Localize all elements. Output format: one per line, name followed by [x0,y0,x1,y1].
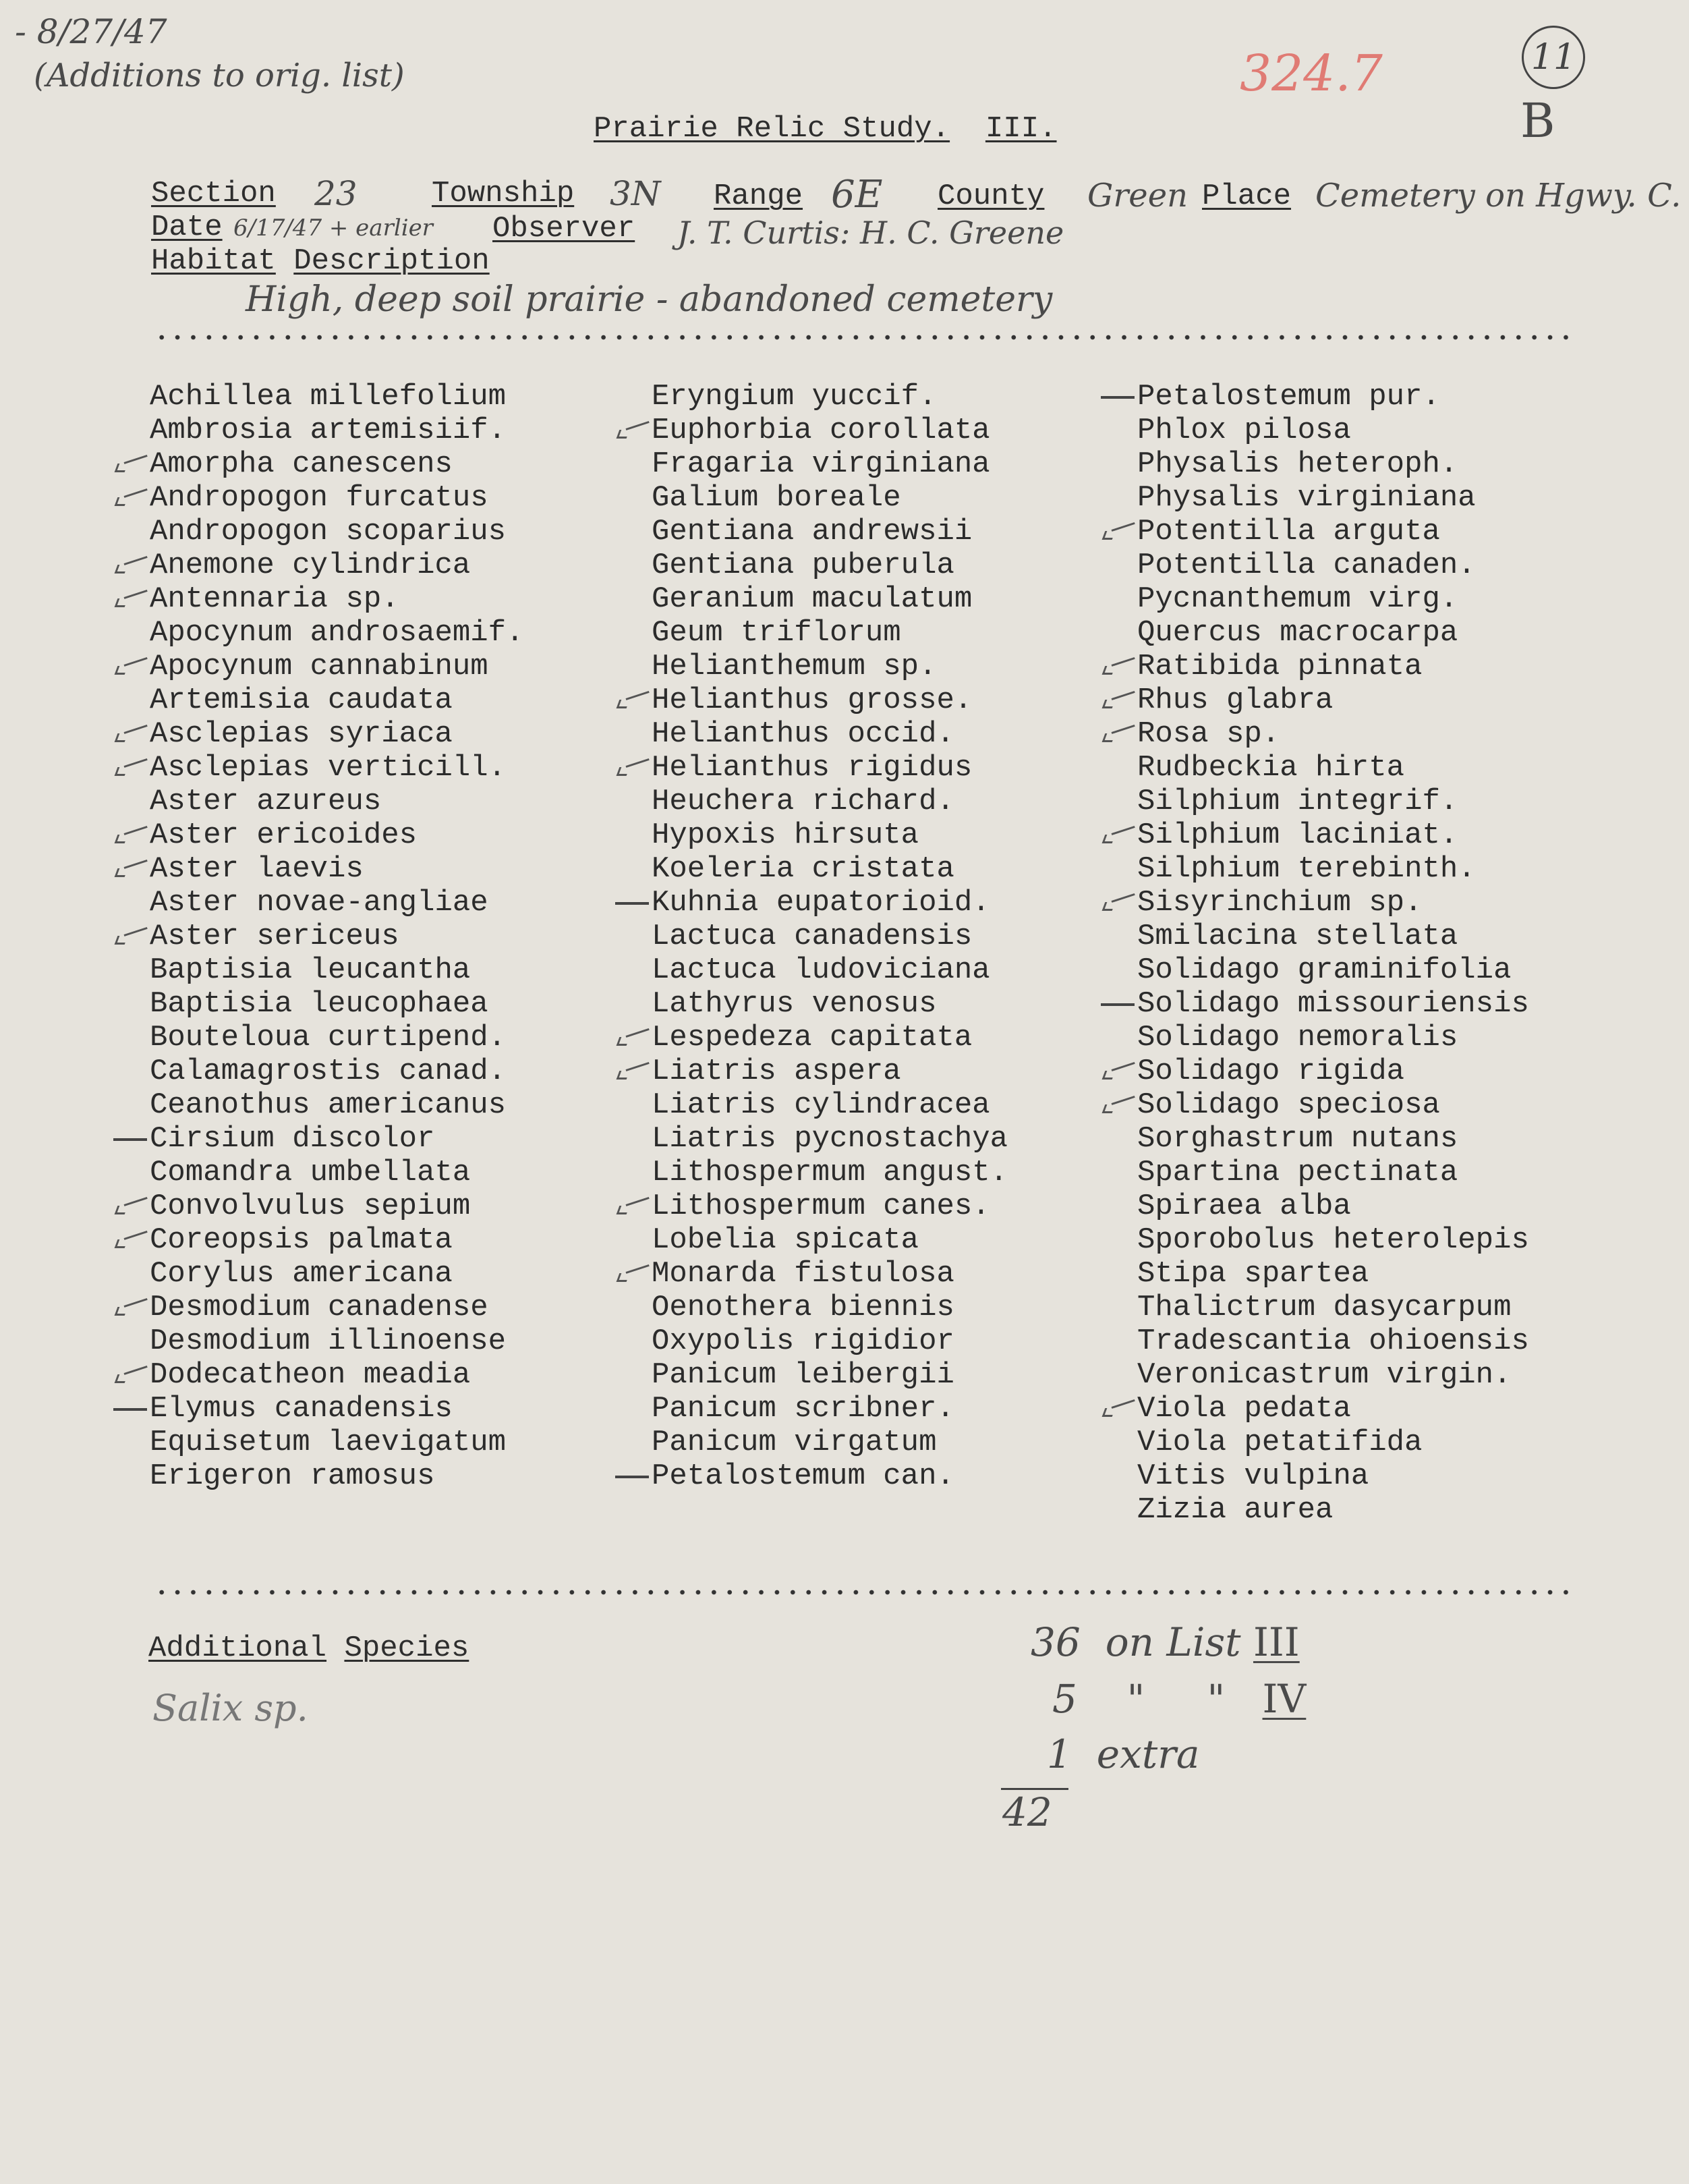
species-row [150,717,635,751]
species-name: Lactuca canadensis [652,920,973,953]
tally-line1-count: 36 [1031,1619,1081,1665]
species-name: Baptisia leucantha [150,953,471,987]
check-mark-icon [1098,1055,1136,1088]
species-row [150,1324,635,1358]
species-row [150,1122,635,1156]
species-row [1137,818,1623,852]
check-mark-icon [612,1055,650,1088]
check-mark-icon [612,751,650,785]
species-name: Solidago rigida [1137,1055,1405,1088]
species-row [150,1392,635,1426]
species-row [150,616,635,650]
species-column-3 [1137,380,1623,1527]
species-name: Sorghastrum nutans [1137,1122,1458,1156]
species-row [150,751,635,785]
species-name: Corylus americana [150,1257,453,1291]
species-row [1137,717,1623,751]
species-name: Eryngium yuccif. [652,380,937,414]
species-name: Viola pedata [1137,1392,1351,1426]
species-name: Veronicastrum virgin. [1137,1358,1512,1392]
species-row [1137,1055,1623,1088]
species-row [652,886,1137,920]
range-label: Range [714,179,803,213]
species-row [1137,1189,1623,1223]
dash-mark-icon [1098,380,1136,414]
species-name: Rhus glabra [1137,683,1334,717]
species-name: Potentilla canaden. [1137,549,1476,582]
species-name: Ambrosia artemisiif. [150,414,507,447]
check-mark-icon [612,1257,650,1291]
species-row [150,1291,635,1324]
species-column-1 [150,380,635,1493]
species-name: Andropogon scoparius [150,515,507,549]
check-mark-icon [612,414,650,447]
dash-mark-icon [612,886,650,920]
species-row [150,1426,635,1459]
species-row [1137,751,1623,785]
species-name: Spiraea alba [1137,1189,1351,1223]
species-name: Lathyrus venosus [652,987,937,1021]
species-name: Geranium maculatum [652,582,973,616]
species-name: Spartina pectinata [1137,1156,1458,1189]
species-row [1137,1392,1623,1426]
species-row [150,1459,635,1493]
species-row [150,549,635,582]
check-mark-icon [111,717,148,751]
township-value: 3N [610,174,661,213]
date-label: Date [151,211,223,244]
species-row [652,683,1137,717]
species-name: Aster novae-angliae [150,886,488,920]
species-name: Solidago missouriensis [1137,987,1529,1021]
species-name: Galium boreale [652,481,901,515]
species-name: Gentiana puberula [652,549,954,582]
species-row [150,1189,635,1223]
species-name: Petalostemum can. [652,1459,954,1493]
species-name: Viola petatifida [1137,1426,1423,1459]
species-name: Sporobolus heterolepis [1137,1223,1529,1257]
species-name: Antennaria sp. [150,582,399,616]
species-row [652,1055,1137,1088]
top-dotted-rule [154,335,1577,340]
species-row [652,380,1137,414]
section-value: 23 [314,174,357,213]
species-row [652,852,1137,886]
species-name: Lobelia spicata [652,1223,919,1257]
species-name: Dodecatheon meadia [150,1358,471,1392]
additions-note: (Additions to orig. list) [34,57,405,94]
species-name: Liatris cylindracea [652,1088,990,1122]
species-row [652,1021,1137,1055]
species-name: Oenothera biennis [652,1291,954,1324]
species-row [652,785,1137,818]
tally-total: 42 [1002,1789,1052,1835]
circled-number: 11 [1522,26,1585,89]
habitat-value: High, deep soil prairie - abandoned cemetery [246,279,1053,320]
check-mark-icon [1098,515,1136,549]
bottom-dotted-rule [154,1590,1577,1595]
dash-mark-icon [111,1392,148,1426]
species-row [652,953,1137,987]
species-row [1137,1122,1623,1156]
check-mark-icon [1098,717,1136,751]
species-row [1137,1459,1623,1493]
species-name: Heuchera richard. [652,785,954,818]
species-row [652,751,1137,785]
dash-mark-icon [1098,987,1136,1021]
species-row [652,616,1137,650]
date-note: - 8/27/47 [15,12,167,51]
species-row [150,1021,635,1055]
county-label: County [938,179,1045,213]
dash-mark-icon [612,1459,650,1493]
species-name: Coreopsis palmata [150,1223,453,1257]
species-name: Thalictrum dasycarpum [1137,1291,1512,1324]
species-row [150,447,635,481]
species-name: Calamagrostis canad. [150,1055,507,1088]
tally-line1-list: III [1253,1619,1300,1665]
species-name: Hypoxis hirsuta [652,818,919,852]
species-name: Desmodium illinoense [150,1324,507,1358]
check-mark-icon [1098,1392,1136,1426]
additional-species-label [148,1631,469,1665]
species-row [150,414,635,447]
habitat-description-label [151,244,490,278]
species-name: Amorpha canescens [150,447,453,481]
species-name: Vitis vulpina [1137,1459,1369,1493]
check-mark-icon [111,447,148,481]
species-name: Panicum virgatum [652,1426,937,1459]
habitat-label: Habitat [151,244,276,278]
species-name: Helianthus occid. [652,717,954,751]
species-name: Elymus canadensis [150,1392,453,1426]
species-name: Apocynum androsaemif. [150,616,524,650]
species-row [652,987,1137,1021]
species-row [150,852,635,886]
species-row [652,1358,1137,1392]
species-row [1137,1223,1623,1257]
species-row [1137,920,1623,953]
species-row [1137,582,1623,616]
check-mark-icon [111,920,148,953]
page-title [594,112,1057,146]
species-row [652,582,1137,616]
tally-line3-text: extra [1096,1731,1200,1777]
species-row [1137,1493,1623,1527]
check-mark-icon [1098,818,1136,852]
check-mark-icon [111,1223,148,1257]
species-name: Lithospermum canes. [652,1189,990,1223]
species-row [150,818,635,852]
species-row [150,582,635,616]
species-name: Solidago speciosa [1137,1088,1440,1122]
species-row [1137,1257,1623,1291]
species-name: Smilacina stellata [1137,920,1458,953]
species-row [150,1055,635,1088]
species-row [652,1189,1137,1223]
species-name: Phlox pilosa [1137,414,1351,447]
species-name: Tradescantia ohioensis [1137,1324,1529,1358]
species-row [1137,987,1623,1021]
species-name: Oxypolis rigidior [652,1324,954,1358]
species-row [1137,953,1623,987]
species-name: Achillea millefolium [150,380,507,414]
species-name: Convolvulus sepium [150,1189,471,1223]
species-row [1137,481,1623,515]
species-row [1137,414,1623,447]
species-name: Solidago graminifolia [1137,953,1512,987]
species-row [652,1122,1137,1156]
species-row [150,515,635,549]
species-row [1137,1291,1623,1324]
title-text: Prairie Relic Study. [594,112,950,146]
species-name: Fragaria virginiana [652,447,990,481]
check-mark-icon [111,1291,148,1324]
dash-mark-icon [111,1122,148,1156]
species-row [150,650,635,683]
species-name: Panicum leibergii [652,1358,954,1392]
species-row [1137,650,1623,683]
species-name: Artemisia caudata [150,683,453,717]
species-row [1137,852,1623,886]
check-mark-icon [111,1358,148,1392]
species-name: Ratibida pinnata [1137,650,1423,683]
species-name: Comandra umbellata [150,1156,471,1189]
species-name: Liatris pycnostachya [652,1122,1008,1156]
species-name: Cirsium discolor [150,1122,435,1156]
species-name: Silphium integrif. [1137,785,1458,818]
check-mark-icon [612,1189,650,1223]
check-mark-icon [1098,650,1136,683]
species-name: Gentiana andrewsii [652,515,973,549]
species-row [150,1088,635,1122]
species-row [652,1392,1137,1426]
check-mark-icon [612,683,650,717]
species-name: Asclepias verticill. [150,751,507,785]
species-row [150,785,635,818]
tally-line-2 [1052,1676,1306,1722]
species-row [652,515,1137,549]
species-row [652,414,1137,447]
species-row [150,920,635,953]
species-name: Helianthemum sp. [652,650,937,683]
species-row [1137,616,1623,650]
species-row [652,650,1137,683]
date-value: 6/17/47 + earlier [233,215,433,242]
tally-line1-text: on List [1105,1619,1241,1665]
species-row [1137,1358,1623,1392]
species-name: Rosa sp. [1137,717,1280,751]
species-label: Species [344,1631,469,1665]
species-name: Euphorbia corollata [652,414,990,447]
species-row [652,549,1137,582]
species-name: Rudbeckia hirta [1137,751,1405,785]
species-name: Desmodium canadense [150,1291,488,1324]
tally-line3-count: 1 [1047,1731,1072,1777]
species-row [1137,549,1623,582]
check-mark-icon [111,582,148,616]
species-name: Pycnanthemum virg. [1137,582,1458,616]
species-name: Bouteloua curtipend. [150,1021,507,1055]
species-name: Lactuca ludoviciana [652,953,990,987]
species-name: Lithospermum angust. [652,1156,1008,1189]
species-name: Koeleria cristata [652,852,954,886]
species-name: Andropogon furcatus [150,481,488,515]
species-name: Zizia aurea [1137,1493,1334,1527]
species-row [652,1459,1137,1493]
species-name: Baptisia leucophaea [150,987,488,1021]
species-name: Liatris aspera [652,1055,901,1088]
species-name: Kuhnia eupatorioid. [652,886,990,920]
species-row [150,1223,635,1257]
species-row [150,683,635,717]
species-name: Aster azureus [150,785,382,818]
species-row [150,1358,635,1392]
place-label: Place [1202,179,1292,213]
species-row [1137,380,1623,414]
species-row [1137,1426,1623,1459]
species-row [652,1223,1137,1257]
species-name: Quercus macrocarpa [1137,616,1458,650]
species-name: Erigeron ramosus [150,1459,435,1493]
page-letter: B [1520,93,1555,148]
species-row [652,1324,1137,1358]
check-mark-icon [111,481,148,515]
species-name: Geum triflorum [652,616,901,650]
species-name: Anemone cylindrica [150,549,471,582]
species-row [652,920,1137,953]
species-row [150,1257,635,1291]
species-name: Panicum scribner. [652,1392,954,1426]
species-column-2 [652,380,1137,1493]
township-label: Township [432,177,575,211]
species-name: Silphium laciniat. [1137,818,1458,852]
county-value: Green [1087,177,1189,215]
species-row [150,886,635,920]
species-name: Aster sericeus [150,920,399,953]
species-name: Silphium terebinth. [1137,852,1476,886]
tally-line-3 [1047,1731,1199,1777]
species-name: Physalis heteroph. [1137,447,1458,481]
species-name: Apocynum cannabinum [150,650,488,683]
species-name: Equisetum laevigatum [150,1426,507,1459]
tally-line2-list: IV [1262,1676,1307,1722]
species-name: Lespedeza capitata [652,1021,973,1055]
species-name: Stipa spartea [1137,1257,1369,1291]
species-row [150,953,635,987]
check-mark-icon [1098,1088,1136,1122]
species-row [652,717,1137,751]
species-row [150,1156,635,1189]
section-label: Section [151,177,276,211]
species-row [150,380,635,414]
species-row [1137,1156,1623,1189]
species-row [652,447,1137,481]
species-row [652,1291,1137,1324]
species-row [1137,1088,1623,1122]
species-row [150,481,635,515]
tally-line-1 [1031,1619,1300,1665]
range-value: 6E [831,173,883,217]
species-row [1137,785,1623,818]
species-row [1137,1021,1623,1055]
species-row [652,1156,1137,1189]
species-name: Ceanothus americanus [150,1088,507,1122]
species-row [1137,515,1623,549]
check-mark-icon [111,751,148,785]
tally-line2-text: " " [1126,1676,1226,1722]
species-name: Aster ericoides [150,818,418,852]
species-name: Petalostemum pur. [1137,380,1440,414]
species-name: Monarda fistulosa [652,1257,954,1291]
species-row [652,818,1137,852]
species-name: Asclepias syriaca [150,717,453,751]
species-row [652,481,1137,515]
tally-line2-count: 5 [1052,1676,1077,1722]
species-row [1137,1324,1623,1358]
additional-label: Additional [148,1631,327,1665]
species-name: Solidago nemoralis [1137,1021,1458,1055]
species-row [1137,683,1623,717]
check-mark-icon [612,1021,650,1055]
species-name: Helianthus grosse. [652,683,973,717]
species-name: Helianthus rigidus [652,751,973,785]
observer-value: J. T. Curtis: H. C. Greene [677,215,1064,251]
observer-label: Observer [492,212,635,246]
title-numeral: III. [985,112,1057,146]
description-label: Description [293,244,490,278]
check-mark-icon [111,650,148,683]
check-mark-icon [1098,683,1136,717]
species-name: Sisyrinchium sp. [1137,886,1423,920]
check-mark-icon [111,1189,148,1223]
species-row [150,987,635,1021]
check-mark-icon [111,818,148,852]
species-row [1137,447,1623,481]
reference-number: 324.7 [1240,45,1383,103]
check-mark-icon [1098,886,1136,920]
species-row [652,1088,1137,1122]
species-row [652,1257,1137,1291]
species-name: Physalis virginiana [1137,481,1476,515]
check-mark-icon [111,852,148,886]
additional-species-entry: Salix sp. [152,1687,308,1729]
species-name: Potentilla arguta [1137,515,1440,549]
species-row [1137,886,1623,920]
species-row [652,1426,1137,1459]
place-value: Cemetery on Hgwy. C. [1315,177,1682,215]
species-name: Aster laevis [150,852,364,886]
check-mark-icon [111,549,148,582]
